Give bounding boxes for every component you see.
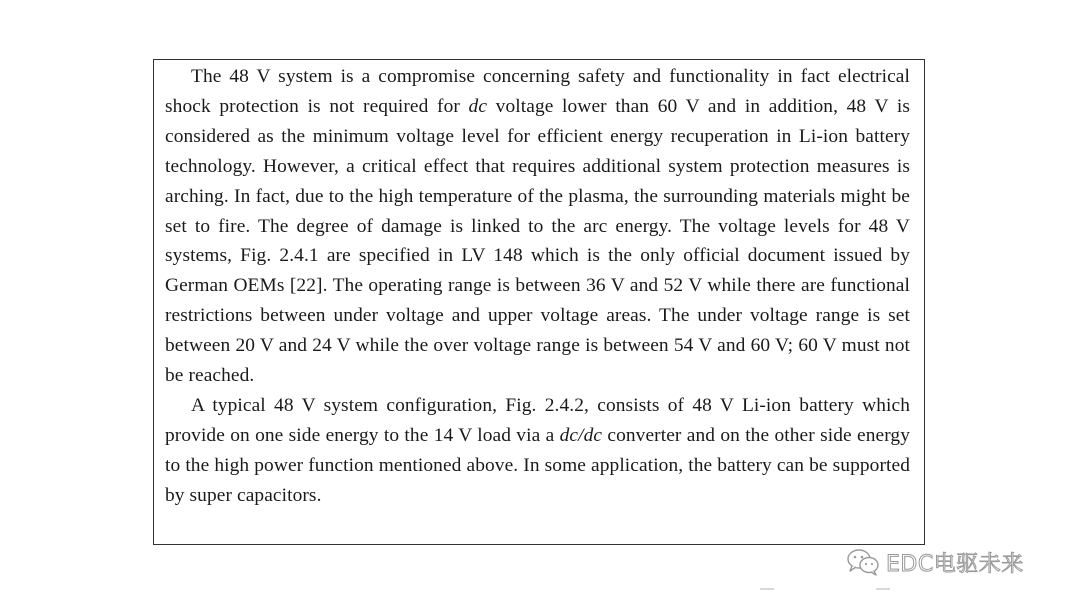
footer-mark-right (876, 588, 890, 590)
paragraph-2-part-1: A typical 48 V system configuration, Fig. 2.4.2, consists of 48 V Li-ion battery which provide on one side energy to the 14 V load via a (165, 394, 910, 446)
document-text-box (153, 59, 925, 545)
paragraph-2-part-2: converter and on the other side energy to the high power function mentioned above. In some application, the battery can be supported by super capacitors. (165, 424, 911, 506)
paragraph-2 (165, 391, 910, 511)
paragraph-1-part-2: voltage lower than 60 V and in addition, 48 V is considered as the minimum voltage level for efficient energy recuperation in Li-ion battery technology. However, a critical effect that requires additional system protection measures is arching. In fact, due to the high temperature of the plasma, the surrounding materials might be set to fire. The degree of damage is linked to the arc energy. The voltage levels for 48 V systems, Fig. 2.4.1 are specified in LV 148 which is the only official document issued by German OEMs [22]. The operating range is between 36 V and 52 V while there are functional restrictions between under voltage and upper voltage areas. The under voltage range is set between 20 V and 24 V while the over voltage range is between 54 V and 60 V; 60 V must not be reached. (165, 95, 910, 387)
paragraph-1 (165, 62, 910, 391)
paragraph-2-italic-dc-dc: dc/dc (559, 424, 603, 446)
watermark (846, 545, 1024, 579)
paragraph-1-part-1: The 48 V system is a compromise concerning safety and functionality in fact electrical shock protection is not required for (165, 66, 910, 117)
footer-mark-left (760, 588, 774, 590)
wechat-icon (846, 548, 880, 576)
paragraph-1-italic-dc: dc (468, 95, 488, 117)
watermark-text: EDC电驱未来 (886, 551, 1024, 577)
